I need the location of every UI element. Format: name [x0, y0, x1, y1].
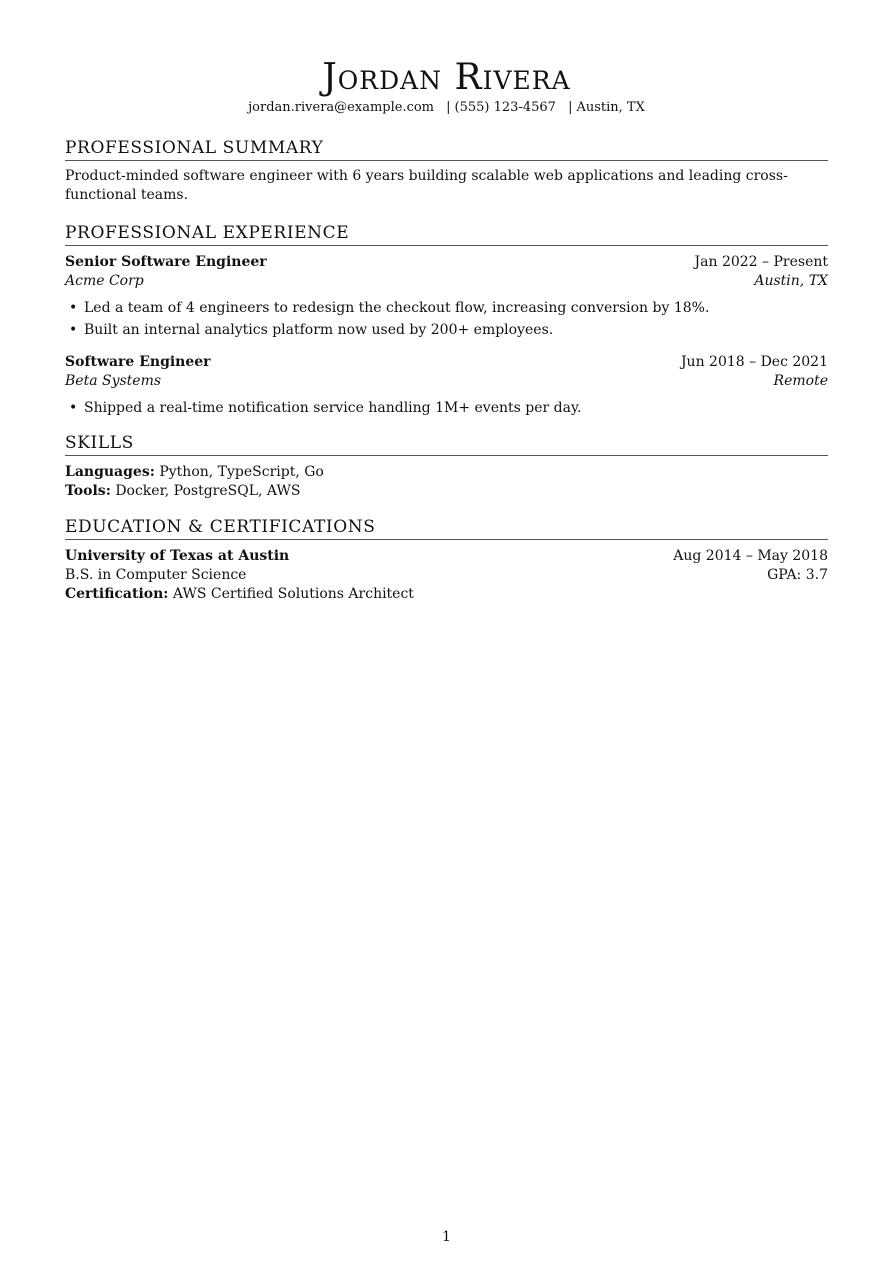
resume-header — [65, 0, 828, 116]
job-role: Senior Software Engineer — [65, 254, 267, 270]
summary-section — [65, 138, 828, 205]
skills-tools-label: Tools: — [65, 483, 111, 499]
job-location: Austin, TX — [754, 273, 828, 289]
job-location: Remote — [773, 373, 828, 389]
education-degree-row — [65, 566, 828, 585]
bullet-dot: • — [69, 400, 78, 416]
contact-separator: | — [568, 100, 573, 115]
job-role: Software Engineer — [65, 354, 211, 370]
experience-section — [65, 223, 828, 419]
job-subheader-row — [65, 372, 828, 391]
certification-value: AWS Certified Solutions Architect — [172, 586, 414, 602]
contact-location: Austin, TX — [576, 100, 645, 115]
job-header-row — [65, 353, 828, 372]
page-number: 1 — [442, 1229, 451, 1245]
education-certification — [65, 585, 828, 604]
section-title-skills: SKILLS — [65, 433, 828, 456]
job-bullets — [65, 297, 828, 341]
certification-label: Certification: — [65, 586, 169, 602]
education-degree: B.S. in Computer Science — [65, 567, 247, 583]
skills-languages-label: Languages: — [65, 464, 155, 480]
section-title-experience: PROFESSIONAL EXPERIENCE — [65, 223, 828, 246]
skills-languages — [65, 463, 828, 482]
skills-tools-value: Docker, PostgreSQL, AWS — [115, 483, 301, 499]
contact-email: jordan.rivera@example.com — [248, 100, 435, 115]
education-gpa: GPA: 3.7 — [767, 567, 828, 583]
bullet-dot: • — [69, 322, 78, 338]
education-dates: Aug 2014 – May 2018 — [673, 548, 828, 564]
skills-tools — [65, 482, 828, 501]
contact-phone: (555) 123-4567 — [454, 100, 556, 115]
resume-page — [65, 0, 828, 604]
summary-text: Product-minded software engineer with 6 years building scalable web applications and leading cross-functional teams. — [65, 168, 788, 203]
skills-languages-value: Python, TypeScript, Go — [159, 464, 324, 480]
job-entry — [65, 253, 828, 341]
bullet-item: • Shipped a real-time notification service handling 1M+ events per day. — [65, 397, 828, 419]
contact-separator: | — [446, 100, 451, 115]
candidate-name: Jordan Rivera — [322, 57, 571, 98]
job-header-row — [65, 253, 828, 272]
job-subheader-row — [65, 272, 828, 291]
contact-line — [65, 100, 828, 116]
job-dates: Jan 2022 – Present — [694, 254, 828, 270]
education-header-row — [65, 547, 828, 566]
job-company: Beta Systems — [65, 373, 162, 389]
bullet-item: • Led a team of 4 engineers to redesign the checkout flow, increasing conversion by 18%. — [65, 297, 828, 319]
job-bullets — [65, 397, 828, 419]
section-title-summary: PROFESSIONAL SUMMARY — [65, 138, 828, 161]
bullet-dot: • — [69, 300, 78, 316]
job-company: Acme Corp — [65, 273, 144, 289]
section-title-education: EDUCATION & CERTIFICATIONS — [65, 517, 828, 540]
job-dates: Jun 2018 – Dec 2021 — [680, 354, 828, 370]
job-entry — [65, 353, 828, 419]
education-school: University of Texas at Austin — [65, 548, 290, 564]
skills-section — [65, 433, 828, 501]
bullet-item: • Built an internal analytics platform now used by 200+ employees. — [65, 319, 828, 341]
education-section — [65, 517, 828, 604]
